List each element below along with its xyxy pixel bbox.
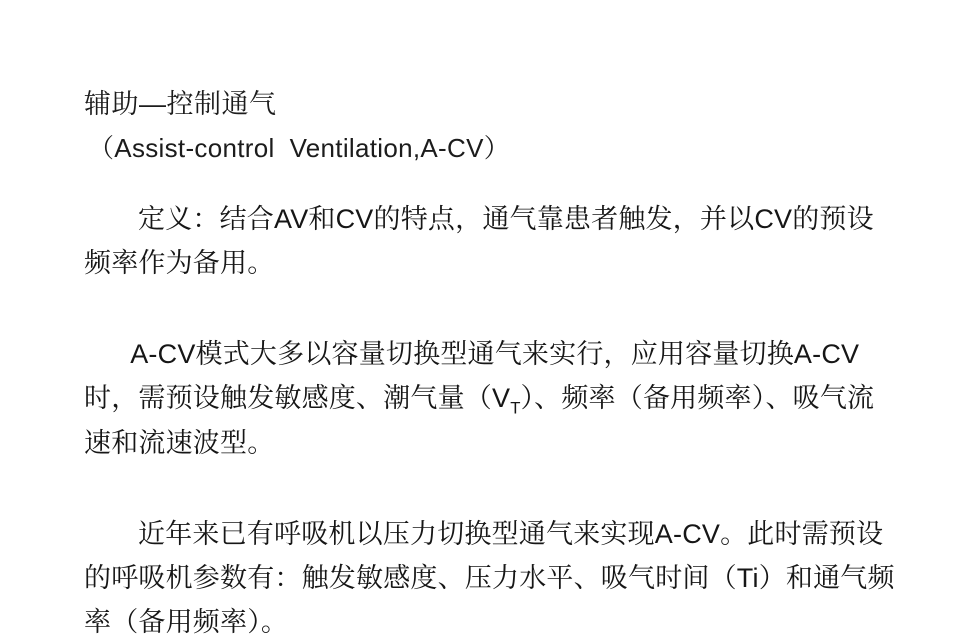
slide-title-block xyxy=(84,86,900,168)
paragraph-definition: 定义：结合AV和CV的特点，通气靠患者触发，并以CV的预设频率作为备用。 xyxy=(84,204,874,278)
paragraph-volume-mode-part1: A-CV模式大多以容量切换型通气来实行，应用容量切换A-CV时，需预设触发敏感度、潮气量（V xyxy=(84,339,860,414)
slide-title-chinese: 辅助—控制通气 xyxy=(84,89,277,119)
subscript-tidal-volume: T xyxy=(510,398,521,418)
paragraph-pressure-mode: 近年来已有呼吸机以压力切换型通气来实现A-CV。此时需预设的呼吸机参数有：触发敏感度、压力水平、吸气时间（Ti）和通气频率（备用频率）。 xyxy=(84,519,895,637)
slide-title-english: （Assist-control Ventilation,A-CV） xyxy=(88,133,511,164)
paragraph-volume-mode-part2: ）、频率（备用频率）、吸气流速和流速波型。 xyxy=(84,383,875,458)
paragraph-volume-mode xyxy=(84,290,900,509)
slide-body xyxy=(84,198,900,644)
